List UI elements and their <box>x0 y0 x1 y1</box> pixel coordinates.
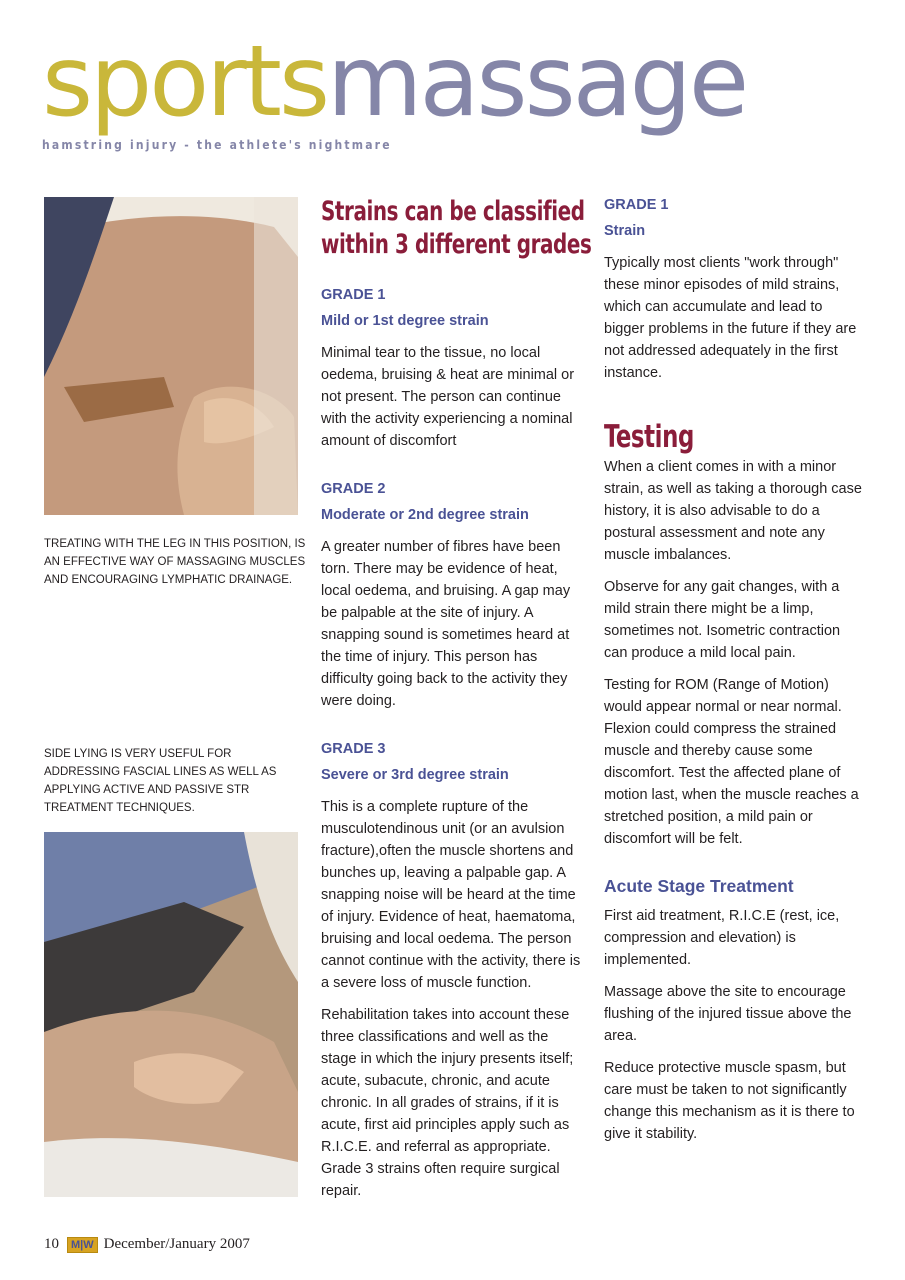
grade-3-title: Severe or 3rd degree strain <box>321 767 509 783</box>
magazine-logo: M|W <box>67 1237 98 1253</box>
testing-paragraph-2: Observe for any gait changes, with a mild strain there might be a limp, sometimes not. Isometric contraction can produce a mild local pain. <box>604 579 841 661</box>
acute-stage-heading: Acute Stage Treatment <box>604 876 794 896</box>
testing-paragraph-3: Testing for ROM (Range of Motion) would appear normal or near normal. Flexion could compress the strained muscle and thereby cause some discomfort. Test the affected plane of motion last, when the muscle reaches a stretched position, a mild pain or discomfort will be felt. <box>604 677 859 847</box>
grade-1-title: Mild or 1st degree strain <box>321 313 489 329</box>
caption-2: SIDE LYING IS VERY USEFUL FOR ADDRESSING FASCIAL LINES AS WELL AS APPLYING ACTIVE AND PASSIVE STR TREATMENT TECHNIQUES. <box>44 748 277 814</box>
acute-paragraph-2: Massage above the site to encourage flushing of the injured tissue above the area. <box>604 984 852 1044</box>
masthead-massage: massage <box>327 25 747 139</box>
photo-leg-position <box>44 197 298 515</box>
strain-body: Typically most clients "work through" these minor episodes of mild strains, which can accumulate and lead to bigger problems in the future if they are not addressed adequately in the first instance. <box>604 255 857 381</box>
column-testing <box>604 192 864 1155</box>
page-footer <box>44 1236 250 1253</box>
testing-heading: Testing <box>604 419 694 455</box>
issue-date: December/January 2007 <box>103 1236 250 1252</box>
section-subtitle: hamstring injury - the athlete's nightmare <box>42 138 392 152</box>
strain-title: Strain <box>604 223 646 239</box>
photo-side-lying <box>44 832 298 1197</box>
headline-line-1: Strains can be classified <box>321 196 585 227</box>
testing-paragraph-1: When a client comes in with a minor strain, as well as taking a thorough case history, it is also advisable to do a postural assessment and note any muscle imbalances. <box>604 459 862 563</box>
grade-3-label: GRADE 3 <box>321 741 386 757</box>
grade-1-body: Minimal tear to the tissue, no local oedema, bruising & heat are minimal or not present. The person can continue with the activity experiencing a nominal amount of discomfort <box>321 345 575 449</box>
grade-1-label: GRADE 1 <box>321 287 386 303</box>
grade-3-body: This is a complete rupture of the musculotendinous unit (or an avulsion fracture),often the muscle shortens and bunches up, leaving a palpable gap. A snapping noise will be heard at the time of injury. Evidence of heat, haematoma, bruising and local oedema. The person cannot continue with the activity, there is a severe loss of muscle function. <box>321 799 581 991</box>
column-grades <box>321 195 592 1212</box>
acute-paragraph-3: Reduce protective muscle spasm, but care must be taken to not significantly change this mechanism as it is there to give it stability. <box>604 1060 855 1142</box>
grade-2-body: A greater number of fibres have been torn. There may be evidence of heat, local oedema, and bruising. A gap may be palpable at the site of injury. A snapping sound is sometimes heard at the time of injury. This person has difficulty going back to the activity they were doing. <box>321 539 571 709</box>
rehab-paragraph: Rehabilitation takes into account these three classifications and well as the stage in which the injury presents itself; acute, subacute, chronic, and acute chronic. In all grades of strains, if it is acute, first aid principles apply such as R.I.C.E. and referral as appropriate. Grade 3 strains often require surgical repair. <box>321 1007 574 1199</box>
strain-grade-label: GRADE 1 <box>604 197 669 213</box>
page-number: 10 <box>44 1236 59 1252</box>
acute-paragraph-1: First aid treatment, R.I.C.E (rest, ice, compression and elevation) is implemented. <box>604 908 840 968</box>
headline-line-2: within 3 different grades <box>321 229 592 260</box>
masthead <box>42 25 747 139</box>
grade-2-label: GRADE 2 <box>321 481 386 497</box>
caption-1: TREATING WITH THE LEG IN THIS POSITION, IS AN EFFECTIVE WAY OF MASSAGING MUSCLES AND ENCOURAGING LYMPHATIC DRAINAGE. <box>44 538 306 586</box>
grade-2-title: Moderate or 2nd degree strain <box>321 507 529 523</box>
masthead-sports: sports <box>42 25 327 139</box>
